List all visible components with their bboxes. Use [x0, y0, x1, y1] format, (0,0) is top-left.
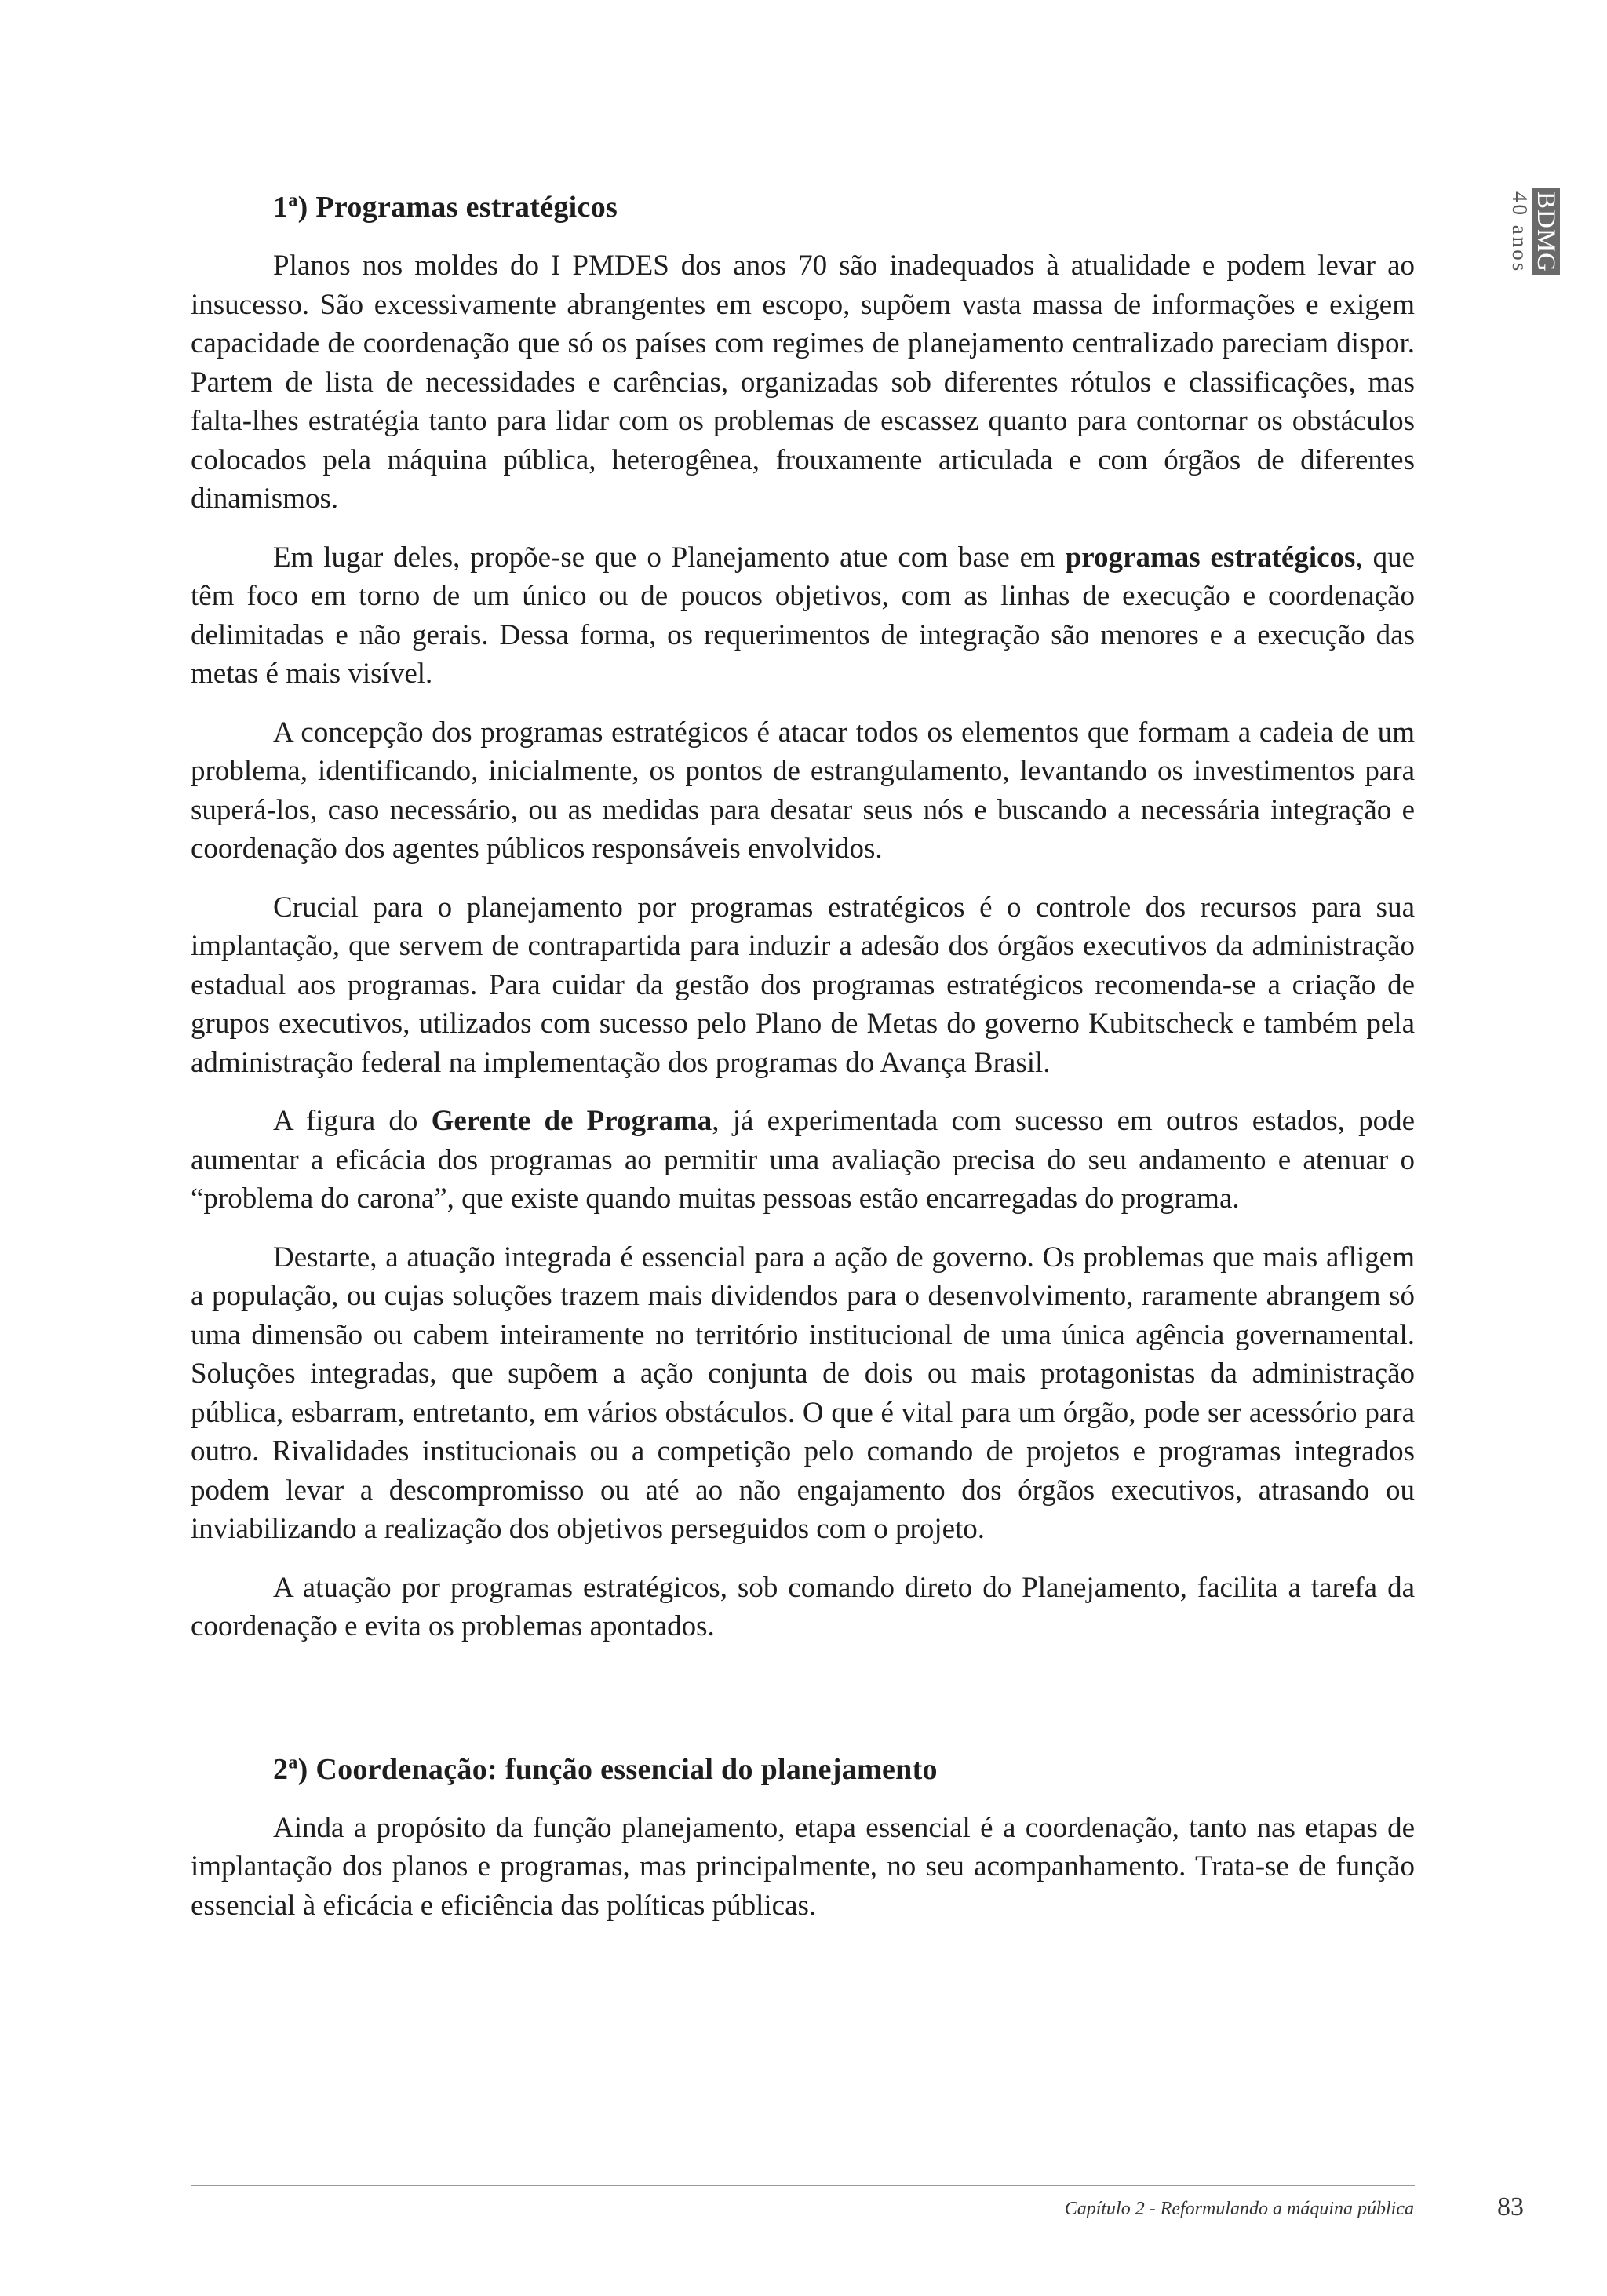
paragraph-text: , já experimentada com sucesso em outros estados, pode aumentar a eficácia dos programas ao permitir uma avaliação precisa do seu andamento e atenuar o “problema do carona”, que existe quando muitas pessoas estão encarregadas do programa. [191, 1105, 1415, 1215]
footer-chapter-title: Capítulo 2 - Reformulando a máquina pública [1064, 2199, 1414, 2219]
paragraph: Ainda a propósito da função planejamento, etapa essencial é a coordenação, tanto nas etapas de implantação dos planos e programas, mas principalmente, no seu acompanhamento. Trata-se de função essencial à eficácia e eficiência das políticas públicas. [191, 1811, 1415, 1922]
bold-term: Gerente de Programa [431, 1105, 712, 1137]
section-heading-1 [191, 182, 1415, 232]
ordinal-mark: a [288, 190, 298, 211]
paragraph: Crucial para o planejamento por programas estratégicos é o controle dos recursos para sua implantação, que servem de contrapartida para induzir a adesão dos órgãos executivos da administração estadual aos programas. Para cuidar da gestão dos programas estratégicos recomenda-se a criação de grupos executivos, utilizados com sucesso pelo Plano de Metas do governo Kubitscheck e também pela administração federal na implementação dos programas do Avança Brasil. [191, 891, 1415, 1079]
section-title: ) Programas estratégicos [297, 191, 618, 224]
ordinal-mark: a [288, 1751, 298, 1773]
sidebar-tag [1508, 188, 1568, 290]
section-number: 1 [273, 191, 289, 224]
paragraph-text: , que têm foco em torno de um único ou de poucos objetivos, com as linhas de execução e coordenação delimitadas e não gerais. Dessa forma, os requerimentos de integração são menores e a execução das metas é mais visível. [191, 541, 1415, 690]
section-heading-2 [191, 1744, 1415, 1795]
paragraph: Destarte, a atuação integrada é essencial para a ação de governo. Os problemas que mais afligem a população, ou cujas soluções trazem mais dividendos para o desenvolvimento, raramente abrangem só uma dimensão ou cabem inteiramente no território institucional de uma única agência governamental. Soluções integradas, que supõem a ação conjunta de dois ou mais protagonistas da administração pública, esbarram, entretanto, em vários obstáculos. O que é vital para um órgão, pode ser acessório para outro. Rivalidades institucionais ou a competição pelo comando de projetos e programas integrados podem levar a descompromisso ou até ao não engajamento dos órgãos executivos, atrasando ou inviabilizando a realização dos objetivos perseguidos com o projeto. [191, 1241, 1415, 1545]
footer-divider [191, 2185, 1415, 2186]
paragraph: A atuação por programas estratégicos, sob comando direto do Planejamento, facilita a tarefa da coordenação e evita os problemas apontados. [191, 1571, 1415, 1642]
paragraph: A concepção dos programas estratégicos é atacar todos os elementos que formam a cadeia de um problema, identificando, inicialmente, os pontos de estrangulamento, levantando os investimentos para superá-los, caso necessário, ou as medidas para desatar seus nós e buscando a necessária integração e coordenação dos agentes públicos responsáveis envolvidos. [191, 716, 1415, 865]
page-body [191, 182, 1415, 1944]
section-title: ) Coordenação: função essencial do planejamento [297, 1752, 938, 1786]
section-number: 2 [273, 1752, 289, 1786]
sidebar-brand: BDMG [1532, 188, 1560, 275]
page-number: 83 [1497, 2192, 1524, 2221]
section-spacer [191, 1666, 1415, 1744]
bold-term: programas estratégicos [1065, 541, 1356, 574]
sidebar-years: 40 anos [1508, 191, 1532, 274]
paragraph [191, 1102, 1415, 1219]
paragraph-text: Em lugar deles, propõe-se que o Planejamento atue com base em [273, 541, 1066, 574]
paragraph [191, 538, 1415, 694]
paragraph-text: A figura do [273, 1105, 432, 1137]
paragraph: Planos nos moldes do I PMDES dos anos 70 são inadequados à atualidade e podem levar ao insucesso. São excessivamente abrangentes em escopo, supõem vasta massa de informações e exigem capacidade de coordenação que só os países com regimes de planejamento centralizado pareciam dispor. Partem de lista de necessidades e carências, organizadas sob diferentes rótulos e classificações, mas falta-lhes estratégia tanto para lidar com os problemas de escassez quanto para contornar os obstáculos colocados pela máquina pública, heterogênea, frouxamente articulada e com órgãos de diferentes dinamismos. [191, 250, 1415, 515]
